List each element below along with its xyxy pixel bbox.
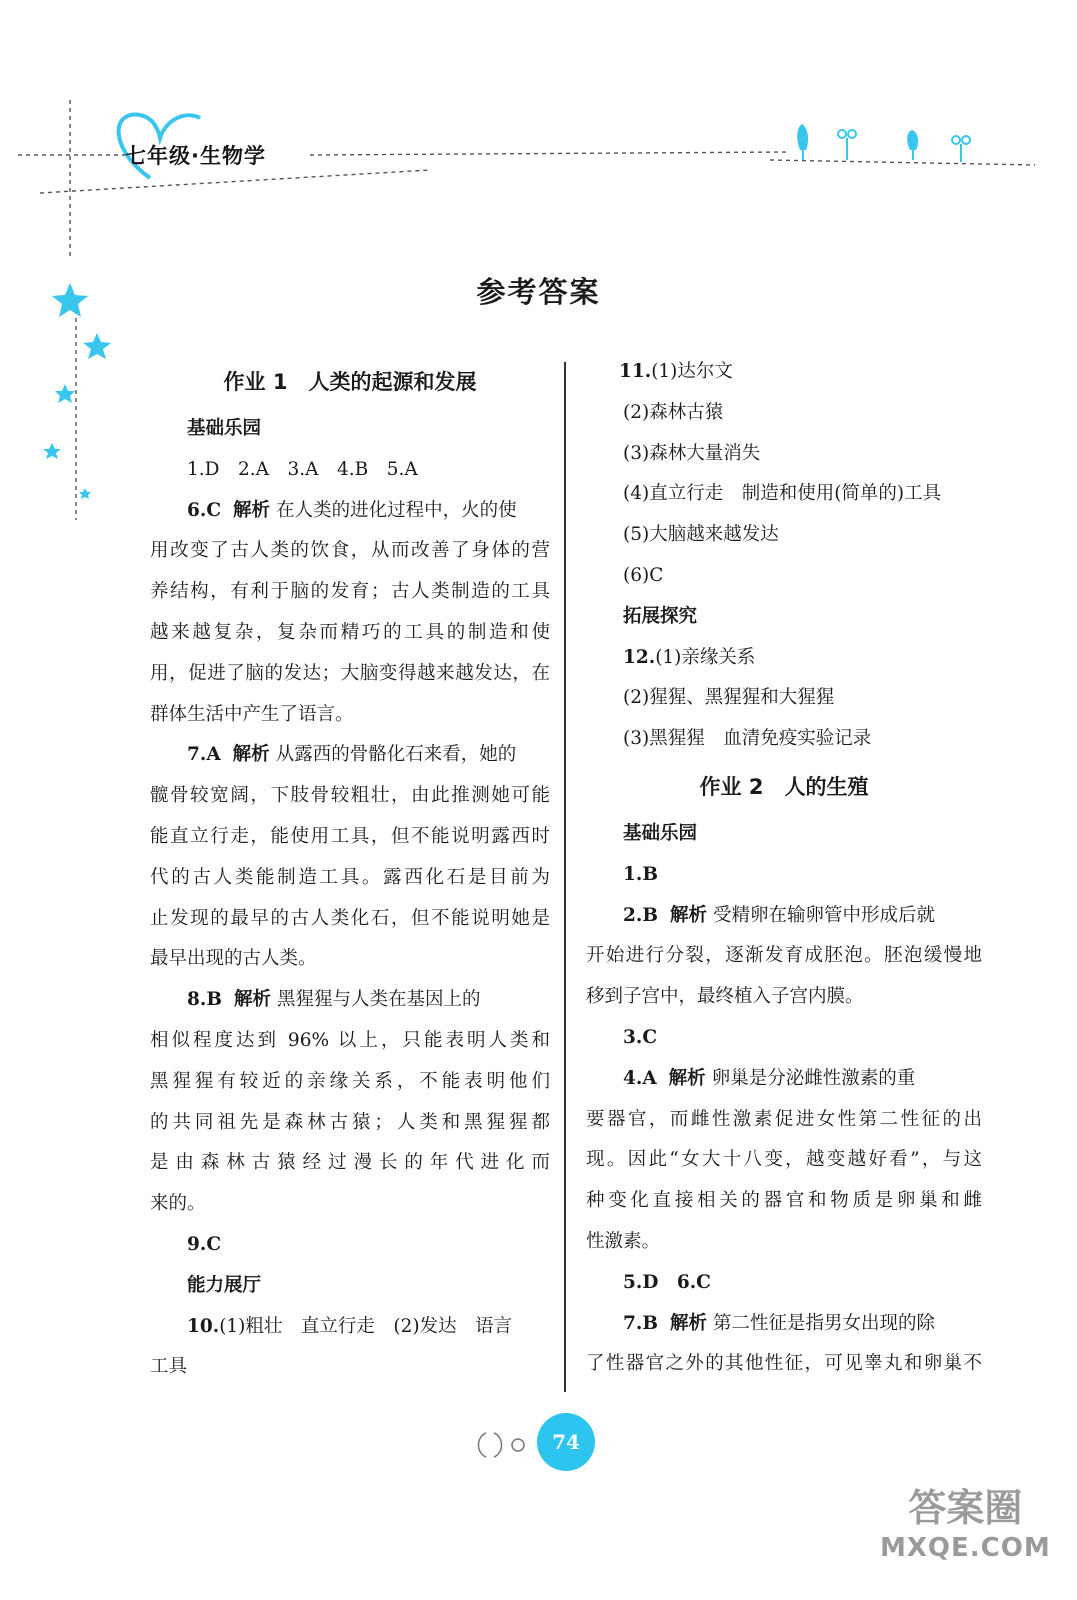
- analysis-text: 养结构，有利于脑的发育；古人类制造的工具: [150, 581, 550, 603]
- answer-line: [586, 638, 982, 679]
- page-number: 74: [537, 1413, 595, 1471]
- analysis-label: 解析: [669, 1312, 707, 1334]
- analysis-text: 代的古人类能制造工具。露西化石是目前为: [150, 866, 550, 888]
- analysis-text: 黑猩猩与人类在基因上的: [276, 989, 481, 1011]
- analysis-text: 的共同祖先是森林古猿；人类和黑猩猩都: [150, 1111, 550, 1133]
- answer-text: (4)直立行走 制造和使用(简单的)工具: [623, 483, 942, 505]
- answer-line: [586, 1059, 982, 1100]
- question-number: 12.: [623, 646, 656, 668]
- answer-line: 5.D 6.C: [623, 1271, 711, 1293]
- analysis-text: 来的。: [150, 1193, 206, 1215]
- analysis-text: 种变化直接相关的器官和物质是卵巢和雌: [586, 1190, 982, 1212]
- question-number: 10.: [187, 1315, 220, 1337]
- answer-line: [586, 1304, 982, 1345]
- answer-line: 1.B: [623, 863, 658, 885]
- analysis-text: 能直立行走，能使用工具，但不能说明露西时: [150, 825, 550, 847]
- answer-line: [586, 896, 982, 937]
- analysis-text: 开始进行分裂，逐渐发育成胚泡。胚泡缓慢地: [586, 945, 982, 967]
- watermark-url: MXQE.COM: [880, 1533, 1051, 1563]
- analysis-text: 黑猩猩有较近的亲缘关系，不能表明他们: [150, 1070, 550, 1092]
- answer-text: (2)猩猩、黑猩猩和大猩猩: [623, 687, 835, 709]
- analysis-label: 解析: [232, 744, 270, 766]
- analysis-text: 最早出现的古人类。: [150, 948, 317, 970]
- question-number: 8.B: [187, 989, 222, 1011]
- watermark-logo: 答案圈: [908, 1486, 1023, 1530]
- analysis-text: 第二性征是指男女出现的除: [712, 1312, 935, 1334]
- question-number: 7.B: [623, 1312, 658, 1334]
- left-column: [150, 355, 550, 1388]
- answer-line: 3.C: [623, 1026, 658, 1048]
- footer-ornament: [470, 1425, 540, 1465]
- subsection-heading: 基础乐园: [623, 822, 698, 844]
- analysis-text: 用改变了古人类的饮食，从而改善了身体的营: [150, 540, 550, 562]
- question-number: 6.C: [187, 499, 222, 521]
- analysis-text: 越来越复杂，复杂而精巧的工具的制造和使: [150, 621, 550, 643]
- analysis-label: 解析: [668, 1067, 706, 1089]
- question-number: 2.B: [623, 904, 658, 926]
- answer-line: 9.C: [187, 1233, 222, 1255]
- subsection-heading: 基础乐园: [187, 418, 262, 439]
- answer-text: (2)森林古猿: [623, 401, 724, 423]
- column-divider: [564, 362, 566, 1392]
- answer-line: [586, 352, 982, 393]
- subsection-heading: 能力展厅: [187, 1274, 262, 1296]
- answer-text: (1)粗壮 直立行走 (2)发达 语言: [219, 1315, 513, 1337]
- analysis-text: 在人类的进化过程中，火的使: [276, 499, 517, 521]
- analysis-text: 相似程度达到 96% 以上，只能表明人类和: [150, 1029, 550, 1051]
- analysis-text: 髋骨较宽阔，下肢骨较粗壮，由此推测她可能: [150, 785, 550, 807]
- analysis-label: 解析: [233, 499, 271, 521]
- question-number: 11.: [619, 361, 652, 382]
- answer-line: [150, 1307, 550, 1348]
- analysis-text: 移到子宫中，最终植入子宫内膜。: [586, 986, 864, 1008]
- answer-text: (5)大脑越来越发达: [623, 524, 779, 546]
- header-label: 七年级·生物学: [125, 144, 266, 168]
- subsection-heading: 拓展探究: [623, 605, 698, 627]
- page-title: 参考答案: [476, 275, 601, 309]
- section-title: 作业 2 人的生殖: [699, 774, 869, 799]
- analysis-text: 是由森林古猿经过漫长的年代进化而: [150, 1152, 550, 1174]
- analysis-text: 用，促进了脑的发达；大脑变得越来越发达，在: [150, 662, 550, 684]
- watermark: [880, 1488, 1051, 1568]
- analysis-text: 受精卵在输卵管中形成后就: [712, 904, 935, 926]
- analysis-label: 解析: [233, 989, 271, 1011]
- question-number: 7.A: [187, 744, 221, 766]
- answer-line: 1.D 2.A 3.A 4.B 5.A: [187, 458, 418, 480]
- answer-line: [150, 980, 550, 1021]
- analysis-text: 要器官，而雌性激素促进女性第二性征的出: [586, 1108, 982, 1130]
- analysis-text: 性激素。: [586, 1230, 661, 1252]
- answer-text: (1)达尔文: [651, 361, 733, 382]
- question-number: 4.A: [623, 1067, 657, 1089]
- answer-line: [150, 491, 550, 532]
- section-title: 作业 1 人类的起源和发展: [223, 370, 477, 394]
- analysis-text: 从露西的骨骼化石来看，她的: [275, 744, 517, 766]
- analysis-text: 现。因此“女大十八变，越变越好看”，与这: [586, 1149, 982, 1171]
- analysis-text: 止发现的最早的古人类化石，但不能说明她是: [150, 907, 550, 929]
- analysis-label: 解析: [669, 904, 707, 926]
- answer-line: [150, 735, 550, 776]
- analysis-text: 了性器官之外的其他性征，可见睾丸和卵巢不: [586, 1353, 982, 1375]
- answer-text: (3)森林大量消失: [623, 442, 761, 464]
- analysis-text: 卵巢是分泌雌性激素的重: [711, 1067, 916, 1089]
- answer-text: (6)C: [623, 564, 664, 586]
- analysis-text: 群体生活中产生了语言。: [150, 703, 354, 725]
- answer-text: 工具: [150, 1356, 188, 1378]
- answer-text: (1)亲缘关系: [655, 646, 756, 668]
- answer-text: (3)黑猩猩 血清免疫实验记录: [623, 728, 872, 750]
- right-column: [586, 352, 982, 1385]
